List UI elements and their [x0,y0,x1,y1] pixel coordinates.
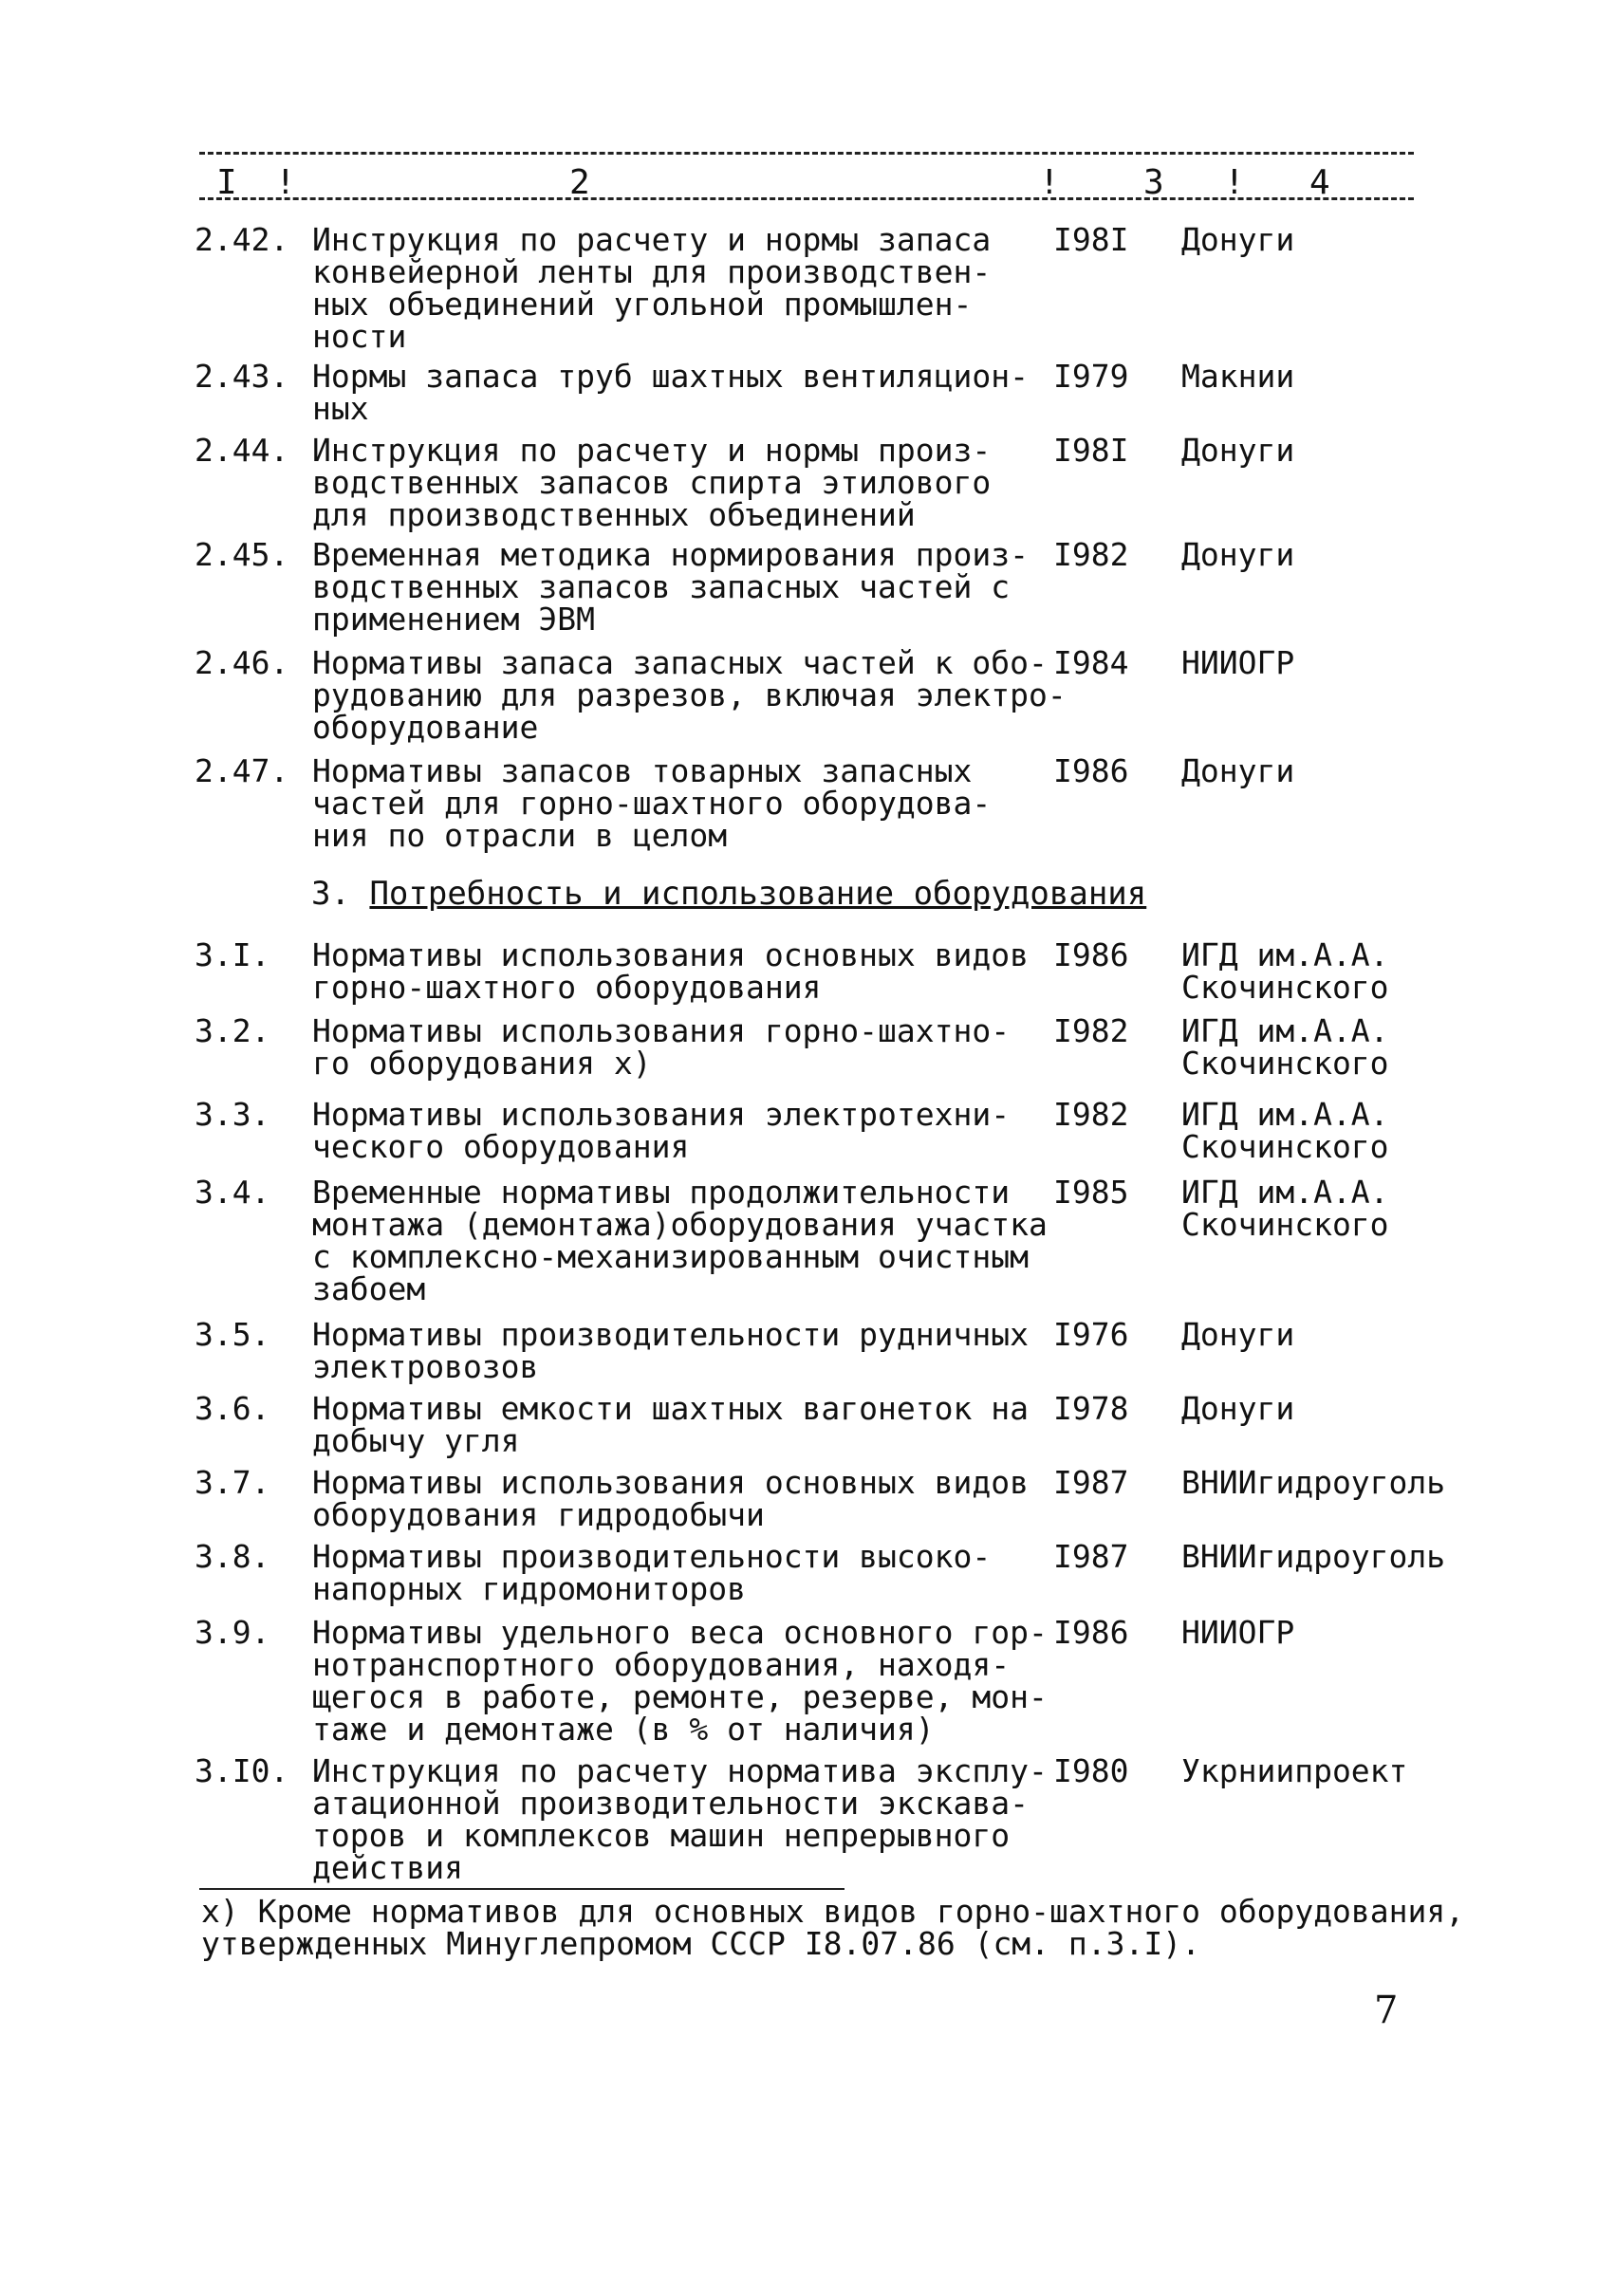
row-title: Нормативы удельного веса основного гор- нотранспортного оборудования, находя- щегося в работе, ремонте, резерве, мон- таже и демонтаже (в % от наличия) [312,1614,1048,1748]
row-title: Нормативы использования электротехни- ческого оборудования [312,1096,1011,1165]
row-source: Донуги [1181,1390,1295,1427]
row-source: Донуги [1181,1316,1295,1353]
row-source: Донуги [1181,536,1295,573]
row-number: 2.45. [195,536,289,573]
row-number: 3.5. [195,1316,270,1353]
row-number: 2.46. [195,644,289,681]
row-source: Донуги [1181,752,1295,789]
row-year: I984 [1053,644,1129,681]
row-year: I979 [1053,358,1129,395]
header-col-3: 3 [1143,163,1164,202]
row-source: ИГД им.А.А. Скочинского [1181,1174,1389,1243]
row-source: Макнии [1181,358,1295,395]
row-number: 3.9. [195,1614,270,1651]
row-source: НИИОГР [1181,644,1295,681]
row-title: Нормативы производительности высоко- напорных гидромониторов [312,1538,992,1607]
row-title: Нормы запаса труб шахтных вентиляцион- ных [312,358,1029,427]
row-title: Нормативы производительности рудничных электровозов [312,1316,1029,1385]
row-source: НИИОГР [1181,1614,1295,1651]
row-source: ИГД им.А.А. Скочинского [1181,936,1389,1006]
row-year: I987 [1053,1464,1129,1501]
row-title: Нормативы использования основных видов горно-шахтного оборудования [312,936,1029,1006]
row-number: 3.2. [195,1012,270,1049]
header-separator: ! [1224,163,1245,202]
row-title: Временные нормативы продолжительности монтажа (демонтажа)оборудования участка с комплексно-механизированным очистным забоем [312,1174,1048,1307]
row-title: Инструкция по расчету и нормы запаса конвейерной ленты для производствен- ных объединений угольной промышлен- ности [312,221,992,355]
row-title: Нормативы запаса запасных частей к обо- рудованию для разрезов, включая электро- оборудование [312,644,1067,746]
row-year: I976 [1053,1316,1129,1353]
row-year: I982 [1053,536,1129,573]
row-title: Нормативы емкости шахтных вагонеток на добычу угля [312,1390,1029,1459]
header-separator: ! [1039,163,1060,202]
row-title: Временная методика нормирования произ- водственных запасов запасных частей с применением ЭВМ [312,536,1029,638]
row-number: 3.6. [195,1390,270,1427]
row-year: I980 [1053,1752,1129,1789]
row-year: I982 [1053,1096,1129,1133]
row-number: 2.47. [195,752,289,789]
row-source: Донуги [1181,432,1295,469]
header-bottom-rule [199,197,1414,200]
row-number: 3.8. [195,1538,270,1575]
page-number: 7 [1374,1989,1399,2032]
row-title: Инструкция по расчету и нормы произ- водственных запасов спирта этилового для производственных объединений [312,432,992,533]
row-title: Инструкция по расчету норматива эксплу- атационной производительности экскава- торов и комплексов машин непрерывного действия [312,1752,1048,1886]
row-title: Нормативы использования горно-шахтно- го оборудования х) [312,1012,1011,1082]
row-number: 2.44. [195,432,289,469]
row-source: ИГД им.А.А. Скочинского [1181,1096,1389,1165]
row-title: Нормативы использования основных видов оборудования гидродобычи [312,1464,1029,1533]
row-year: I978 [1053,1390,1129,1427]
row-source: ВНИИгидроуголь [1181,1464,1446,1501]
row-number: 3.3. [195,1096,270,1133]
row-number: 3.I0. [195,1752,289,1789]
footnote-rule [199,1888,845,1890]
row-number: 2.42. [195,221,289,258]
header-col-2: 2 [569,163,590,202]
row-number: 3.I. [195,936,270,973]
row-source: ИГД им.А.А. Скочинского [1181,1012,1389,1082]
section-heading [311,875,1146,913]
row-year: I986 [1053,1614,1129,1651]
header-col-4: 4 [1309,163,1330,202]
section-title: Потребность и использование оборудования [369,875,1147,913]
row-year: I982 [1053,1012,1129,1049]
row-title: Нормативы запасов товарных запасных частей для горно-шахтного оборудова- ния по отрасли в целом [312,752,992,854]
row-source: Донуги [1181,221,1295,258]
row-year: I986 [1053,752,1129,789]
section-number: 3. [311,875,350,913]
row-year: I98I [1053,432,1129,469]
footnote: х) Кроме нормативов для основных видов горно-шахтного оборудования, утвержденных Минуглепромом СССР I8.07.86 (см. п.3.I). [201,1893,1465,1962]
header-top-rule [199,152,1414,155]
row-number: 3.4. [195,1174,270,1211]
row-source: Укрниипроект [1181,1752,1408,1789]
row-year: I985 [1053,1174,1129,1211]
row-year: I986 [1053,936,1129,973]
row-source: ВНИИгидроуголь [1181,1538,1446,1575]
header-separator: ! [275,163,296,202]
header-col-1: I [216,163,237,202]
row-number: 3.7. [195,1464,270,1501]
row-year: I987 [1053,1538,1129,1575]
row-number: 2.43. [195,358,289,395]
row-year: I98I [1053,221,1129,258]
